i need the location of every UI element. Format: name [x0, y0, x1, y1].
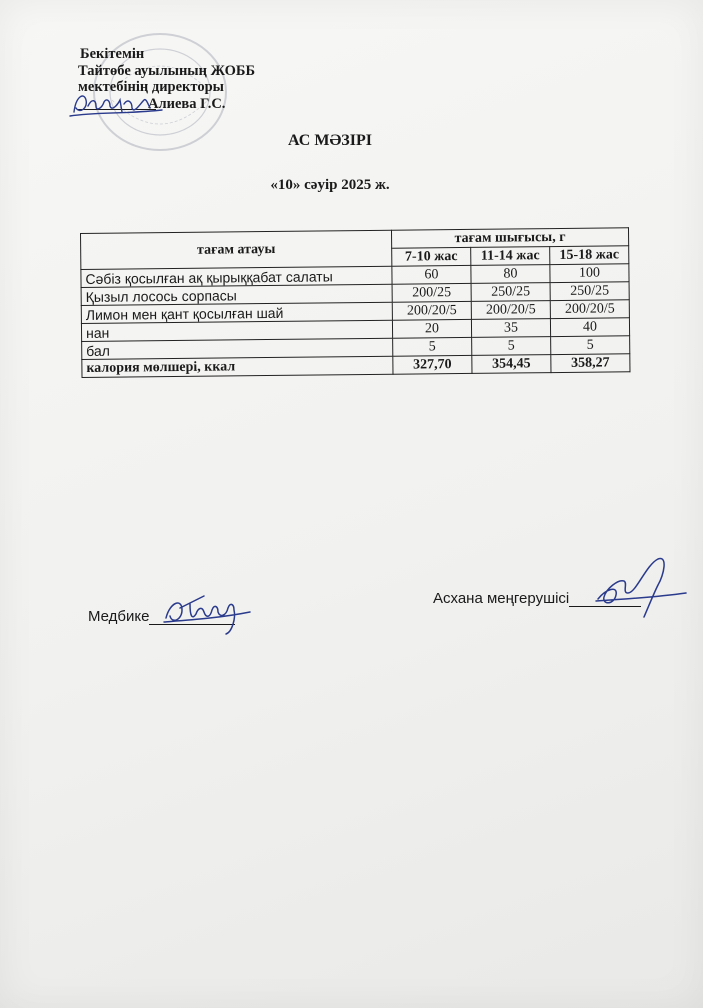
chef-signature [588, 555, 688, 625]
approval-line-3: мектебінің директоры [78, 79, 224, 95]
portion-value: 250/25 [550, 282, 629, 301]
portion-value: 5 [551, 336, 630, 355]
total-label: калория мөлшері, ккал [82, 356, 393, 377]
director-name: Алиева Г.С. [148, 95, 226, 112]
portion-value: 200/20/5 [550, 300, 629, 319]
menu-table [80, 227, 630, 378]
calorie-value: 358,27 [551, 354, 630, 373]
nurse-signature [160, 588, 255, 638]
portion-value: 200/20/5 [471, 301, 550, 320]
portion-value: 5 [393, 337, 472, 356]
dish-name: бал [82, 338, 393, 359]
header-age-group: 7-10 жас [392, 247, 471, 266]
director-signature [66, 86, 166, 122]
portion-value: 20 [392, 319, 471, 338]
portion-value: 60 [392, 265, 471, 284]
calorie-value: 327,70 [393, 355, 472, 374]
dish-name: Сәбіз қосылған ақ қырыққабат салаты [81, 266, 392, 287]
portion-value: 35 [471, 319, 550, 338]
calorie-value: 354,45 [472, 355, 551, 374]
header-age-group: 15-18 жас [550, 246, 629, 265]
document-date: «10» сәуір 2025 ж. [270, 177, 390, 193]
portion-value: 200/25 [392, 283, 471, 302]
approval-line-2: Тайтөбе ауылының ЖОББ [78, 62, 256, 79]
portion-value: 40 [550, 318, 629, 337]
portion-value: 100 [550, 264, 629, 283]
portion-value: 200/20/5 [392, 301, 471, 320]
approval-line-1: Бекітемін [80, 46, 145, 62]
nurse-label: Медбике [88, 608, 150, 625]
dish-name: Лимон мен қант қосылған шай [81, 302, 392, 323]
dish-name: нан [81, 320, 392, 341]
header-dish-name: тағам атауы [81, 230, 392, 269]
portion-value: 80 [471, 265, 550, 284]
document-title: АС МӘЗІРІ [288, 132, 372, 149]
chef-label: Асхана меңгерушісі [433, 590, 570, 607]
portion-value: 5 [472, 337, 551, 356]
portion-value: 250/25 [471, 283, 550, 302]
dish-name: Қызыл лосось сорпасы [81, 284, 392, 305]
header-output: тағам шығысы, г [391, 228, 628, 248]
header-age-group: 11-14 жас [471, 247, 550, 266]
